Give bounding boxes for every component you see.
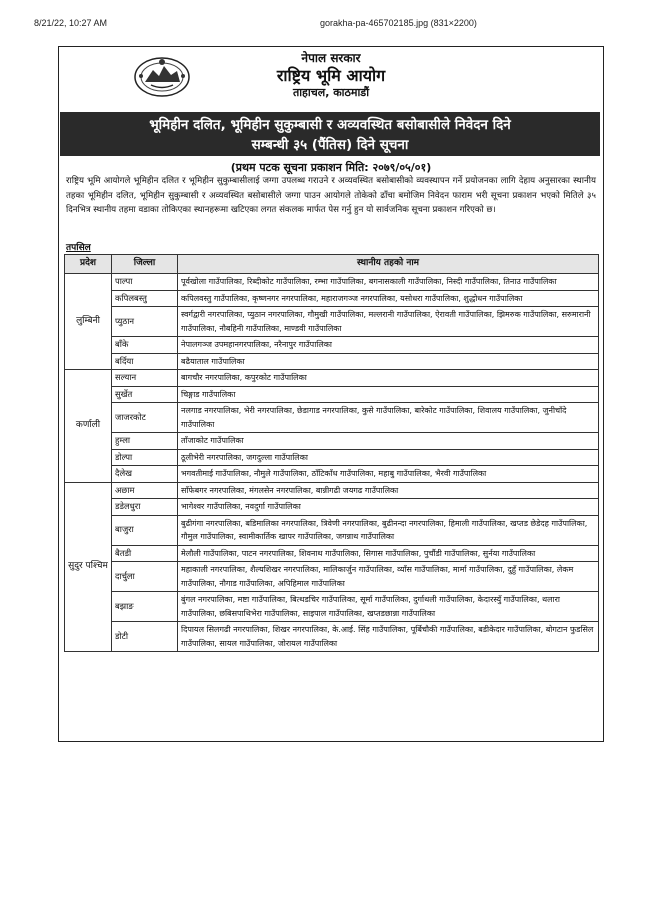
local-level-cell: पूर्वखोला गाउँपालिका, रिब्दीकोट गाउँपालिका, रम्भा गाउँपालिका, बगनासकाली गाउँपालिका, निस्दी गाउँपालिका, तिनाउ गाउँपालिका — [178, 274, 599, 291]
district-cell: डोटी — [112, 622, 178, 652]
district-cell: बझाङ — [112, 592, 178, 622]
header-local-level: स्थानीय तहको नाम — [178, 255, 599, 274]
publication-date-subtitle: (प्रथम पटक सूचना प्रकाशन मिति: २०७९/०५/०१) — [230, 161, 432, 174]
title-line-2: सम्बन्धी ३५ (पैंतिस) दिने सूचना — [251, 137, 409, 153]
commission-name: राष्ट्रिय भूमि आयोग — [276, 66, 386, 85]
table-row — [65, 622, 599, 652]
header-district: जिल्ला — [112, 255, 178, 274]
district-cell: सल्यान — [112, 370, 178, 387]
district-cell: बाजुरा — [112, 515, 178, 545]
province-cell: कर्णाली — [65, 370, 112, 483]
district-cell: डोल्पा — [112, 449, 178, 466]
district-cell: कपिलबस्तु — [112, 290, 178, 307]
table-row — [65, 403, 599, 433]
local-level-cell: बागचौर नगरपालिका, कपुरकोट गाउँपालिका — [178, 370, 599, 387]
schedule-label: तपसिल — [66, 243, 91, 253]
district-cell: दैलेख — [112, 466, 178, 483]
gov-line-1: नेपाल सरकार — [301, 51, 361, 65]
district-cell: हुम्ला — [112, 433, 178, 450]
table-row — [65, 370, 599, 387]
district-cell: पाल्पा — [112, 274, 178, 291]
district-cell: अछाम — [112, 482, 178, 499]
district-cell: बर्दिया — [112, 353, 178, 370]
local-level-cell: भागेश्वर गाउँपालिका, नवदुर्गा गाउँपालिका — [178, 499, 599, 516]
table-row — [65, 515, 599, 545]
title-line-1: भूमिहीन दलित, भूमिहीन सुकुम्बासी र अव्यवस्थित बसोबासीले निवेदन दिने — [149, 117, 511, 133]
local-level-cell: ताँजाकोट गाउँपालिका — [178, 433, 599, 450]
local-level-table — [64, 254, 599, 652]
province-cell: सुदुर पश्चिम — [65, 482, 112, 652]
district-cell: प्युठान — [112, 307, 178, 337]
table-row — [65, 337, 599, 354]
local-level-cell: बुढीगंगा नगरपालिका, बडिमालिका नगरपालिका, त्रिवेणी नगरपालिका, बुढीनन्दा नगरपालिका, हिमाली गाउँपालिका, खप्तड छेडेदह गाउँपालिका, गौमुल गाउँपालिका, स्वामीकार्तिक खापर गाउँपालिका, जगन्नाथ गाउँपालिका — [178, 515, 599, 545]
browser-print-header — [0, 0, 662, 30]
header-province: प्रदेश — [65, 255, 112, 274]
district-cell: जाजरकोट — [112, 403, 178, 433]
table-row — [65, 545, 599, 562]
district-cell: बाँके — [112, 337, 178, 354]
local-level-cell: मेलौली गाउँपालिका, पाटन नगरपालिका, शिवनाथ गाउँपालिका, सिगास गाउँपालिका, पुर्चौडी गाउँपालिका, सुर्नया गाउँपालिका — [178, 545, 599, 562]
table-row — [65, 482, 599, 499]
local-level-cell: दिपायल सिलगढी नगरपालिका, शिखर नगरपालिका, के.आई. सिंह गाउँपालिका, पूर्बिचौकी गाउँपालिका, बडीकेदार गाउँपालिका, बोगटान फुडसिल गाउँपालिका, सायल गाउँपालिका, जोरायल गाउँपालिका — [178, 622, 599, 652]
local-level-cell: नलगाड नगरपालिका, भेरी नगरपालिका, छेडागाड नगरपालिका, कुसे गाउँपालिका, बारेकोट गाउँपालिका, शिवालय गाउँपालिका, जुनीचाँदे गाउँपालिका — [178, 403, 599, 433]
local-level-cell: स्वर्गद्वारी नगरपालिका, प्युठान नगरपालिका, गौमुखी गाउँपालिका, मल्लरानी गाउँपालिका, ऐरावती गाउँपालिका, झिमरुक गाउँपालिका, सरुमारानी गाउँपालिका, नौबहिनी गाउँपालिका, माण्डवी गाउँपालिका — [178, 307, 599, 337]
commission-address: ताहाचल, काठमाडौं — [292, 86, 370, 99]
district-cell: डडेलधुरा — [112, 499, 178, 516]
local-level-cell: चिङ्गाड गाउँपालिका — [178, 386, 599, 403]
local-level-cell: साँफेबगर नगरपालिका, मंगलसेन नगरपालिका, बान्नीगढी जयगढ गाउँपालिका — [178, 482, 599, 499]
table-row — [65, 449, 599, 466]
local-level-cell: ठूलीभेरी नगरपालिका, जगदुल्ला गाउँपालिका — [178, 449, 599, 466]
district-cell: सुर्खेत — [112, 386, 178, 403]
table-row — [65, 499, 599, 516]
local-level-cell: महाकाली नगरपालिका, शैल्यशिखर नगरपालिका, मालिकार्जुन गाउँपालिका, व्याँस गाउँपालिका, मार्मा गाउँपालिका, दुहुँ गाउँपालिका, लेकम गाउँपालिका, नौगाड गाउँपालिका, अपिहिमाल गाउँपालिका — [178, 562, 599, 592]
notice-title-banner — [60, 112, 600, 156]
print-filename: gorakha-pa-465702185.jpg (831×2200) — [320, 18, 477, 28]
table-row — [65, 562, 599, 592]
local-level-cell: बढैयाताल गाउँपालिका — [178, 353, 599, 370]
district-cell: दार्चुला — [112, 562, 178, 592]
table-row — [65, 353, 599, 370]
table-row — [65, 433, 599, 450]
table-row — [65, 386, 599, 403]
table-row — [65, 592, 599, 622]
local-level-cell: कपिलवस्तु गाउँपालिका, कृष्णनगर नगरपालिका, महाराजगञ्ज नगरपालिका, यसोधरा गाउँपालिका, शुद्धोधन गाउँपालिका — [178, 290, 599, 307]
province-cell: लुम्बिनी — [65, 274, 112, 370]
local-level-cell: भगवतीमाई गाउँपालिका, नौमुले गाउँपालिका, ठाँटिकाँध गाउँपालिका, महाबु गाउँपालिका, भैरवी गाउँपालिका — [178, 466, 599, 483]
table-row — [65, 290, 599, 307]
print-datetime: 8/21/22, 10:27 AM — [34, 18, 108, 28]
district-cell: बैतडी — [112, 545, 178, 562]
local-level-cell: नेपालगञ्ज उपमहानगरपालिका, नरैनापुर गाउँपालिका — [178, 337, 599, 354]
table-row — [65, 307, 599, 337]
table-row — [65, 274, 599, 291]
table-header-row — [65, 255, 599, 274]
intro-paragraph: राष्ट्रिय भूमि आयोगले भूमिहीन दलित र भूमिहीन सुकुम्बासीलाई जग्गा उपलब्ध गराउने र अव्यवस्थित बसोबासीको व्यवस्थापन गर्ने प्रयोजनका लागि देहाय अनुसारका स्थानीय तहका भूमिहीन दलित, भूमिहीन सुकुम्बासी र अव्यवस्थित बसोबासीले जग्गा पाउन आयोगले तोकेको ढाँचा बमोजिम निवेदन फाराम भरी सूचना प्रकाशन भएको मितिले ३५ दिनभित्र स्थानीय तहमा वडाका तोकिएका स्थानहरूमा खटिएका लगत संकलक मार्फत पेस गर्नु हुन यो सार्वजनिक सूचना प्रकाशन गरिएको छ। — [66, 176, 596, 215]
table-row — [65, 466, 599, 483]
local-level-cell: बुंगल नगरपालिका, मष्टा गाउँपालिका, बित्थडचिर गाउँपालिका, सूर्मा गाउँपालिका, दुर्गाथली गाउँपालिका, केदारस्युँ गाउँपालिका, थलारा गाउँपालिका, छबिसपाथिभेरा गाउँपालिका, साइपाल गाउँपालिका, खप्तडछान्ना गाउँपालिका — [178, 592, 599, 622]
